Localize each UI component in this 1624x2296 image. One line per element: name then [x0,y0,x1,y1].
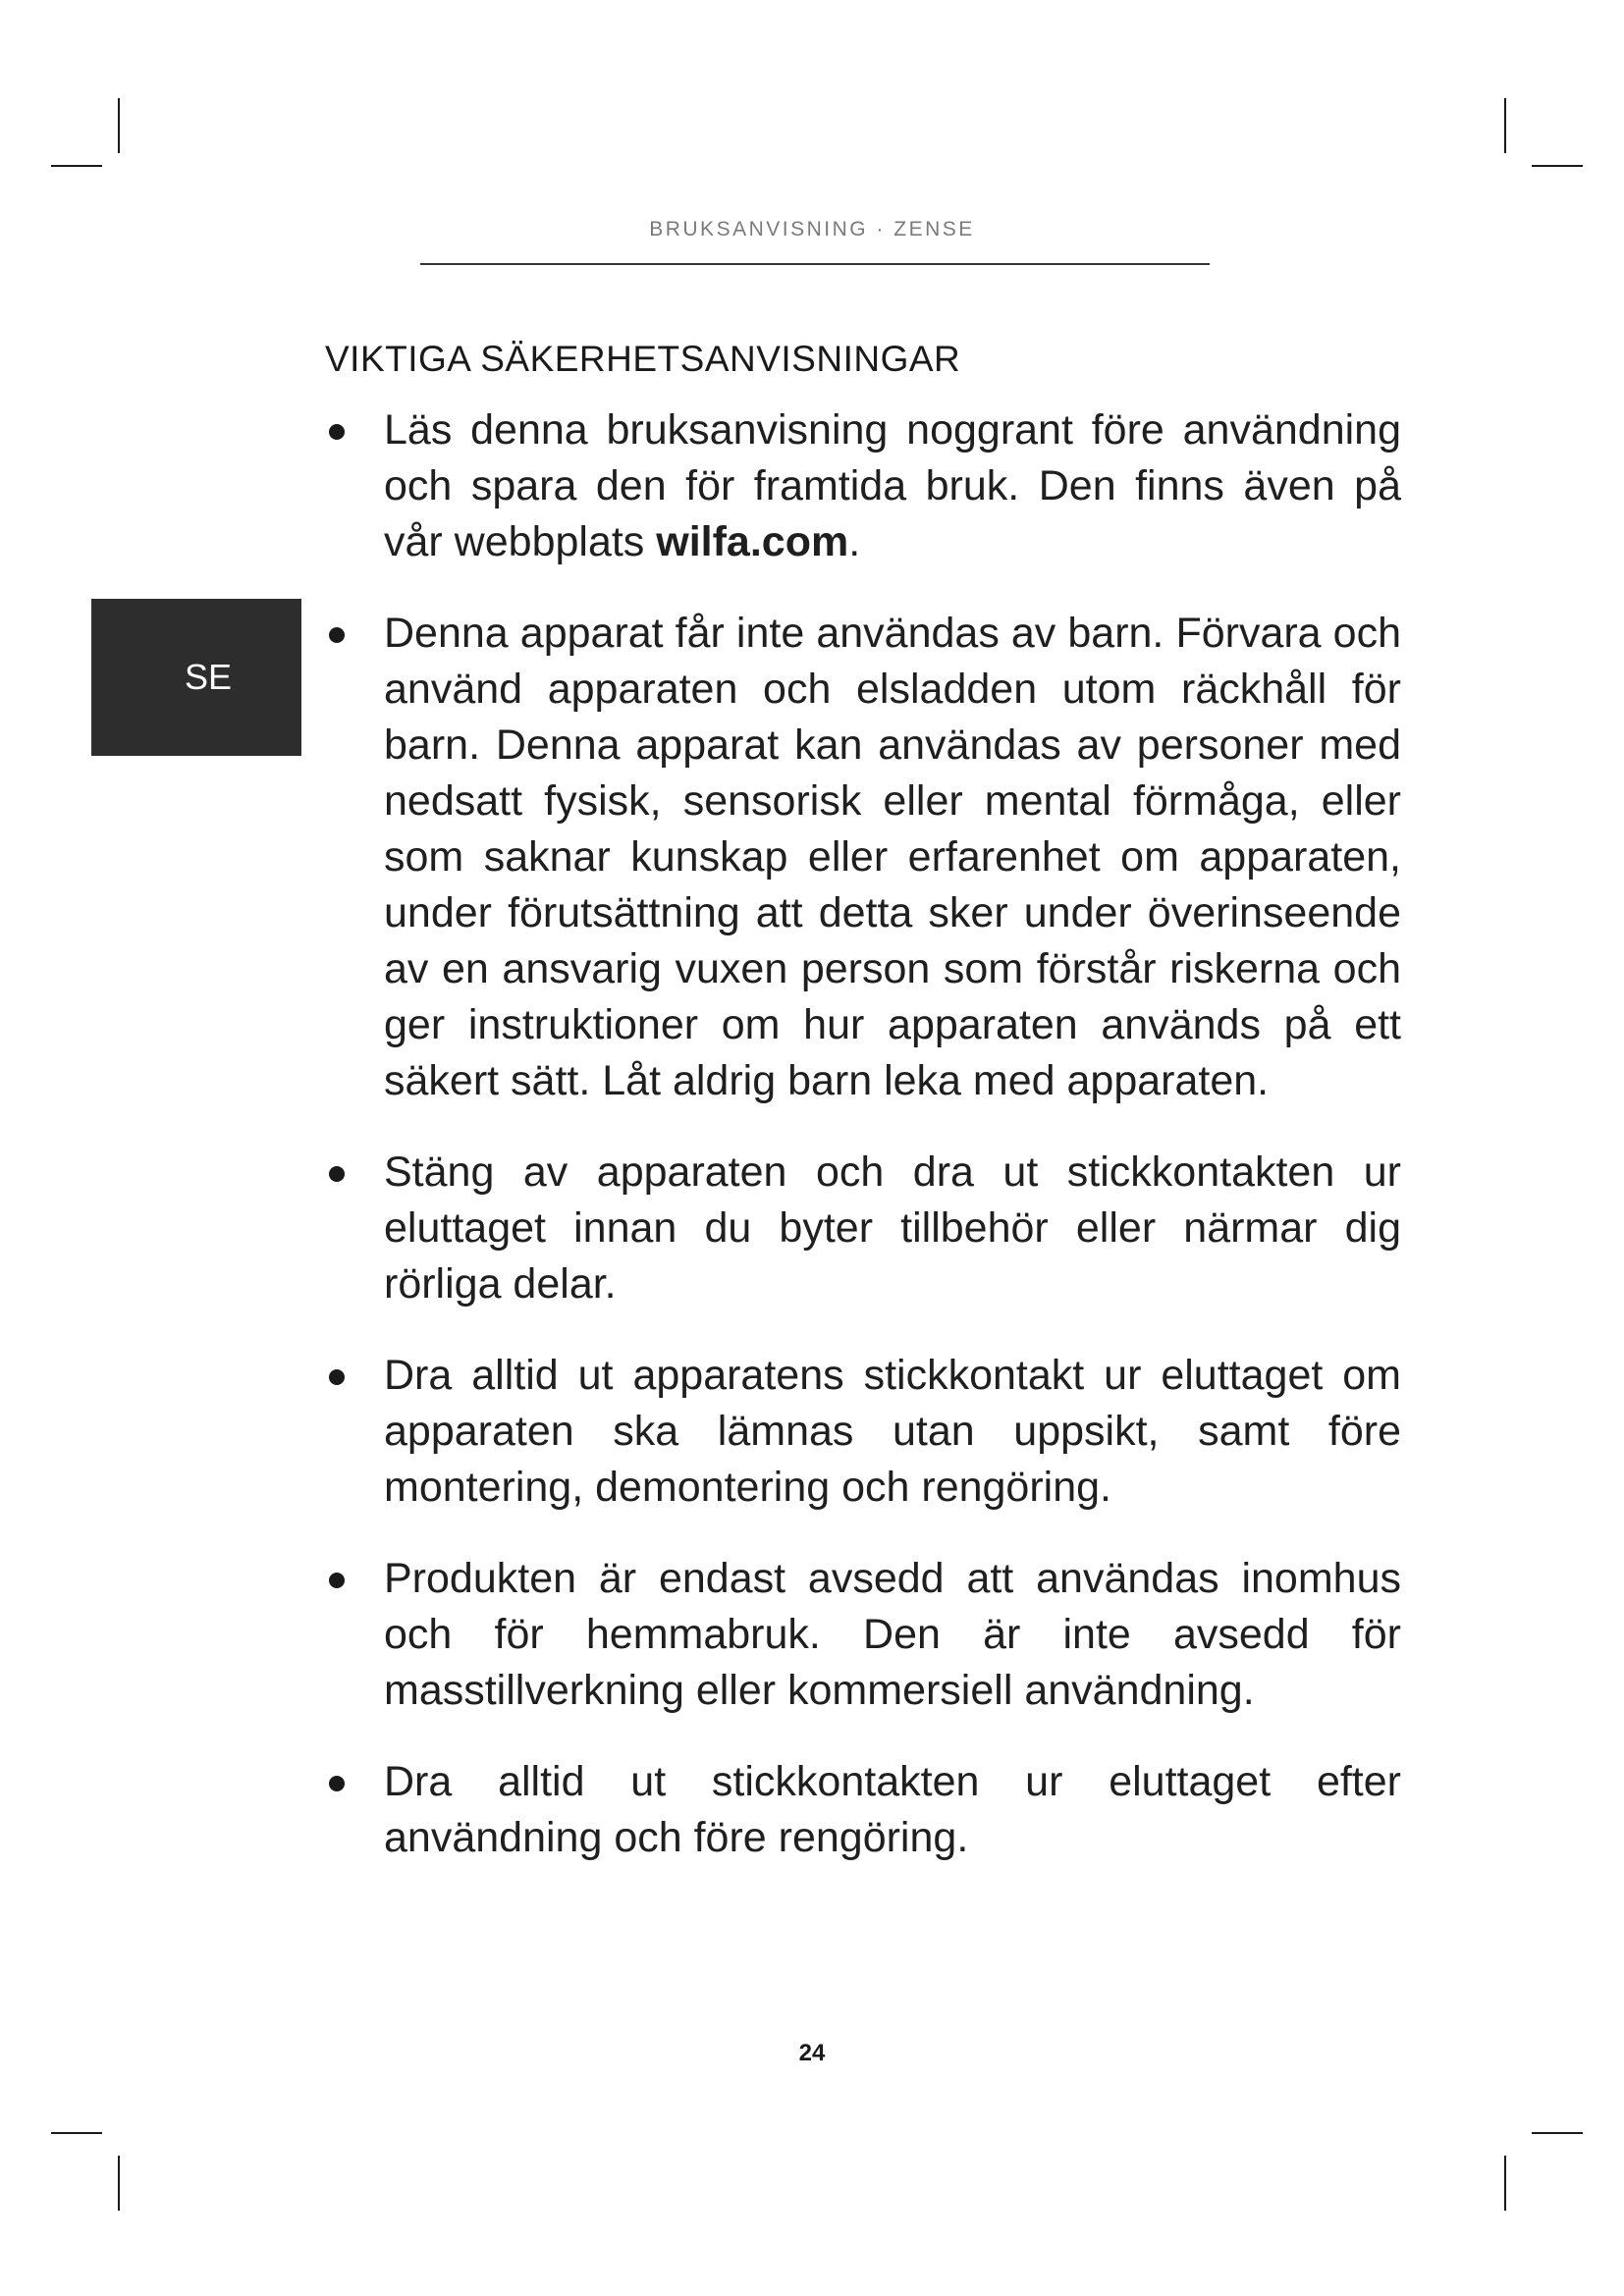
crop-mark [51,165,102,167]
bullet-icon [329,1776,345,1791]
section-title: VIKTIGA SÄKERHETSANVISNINGAR [325,339,961,379]
crop-mark [1532,165,1583,167]
list-item-text-end: . [848,518,861,565]
language-tab [91,599,301,756]
crop-mark [51,2132,102,2134]
crop-mark [118,98,120,153]
list-item-text: Stäng av apparaten och dra ut stickkontakten ur eluttaget innan du byter tillbehör eller närmar dig rörliga delar. [384,1148,1401,1308]
crop-mark [118,2156,120,2211]
bullet-icon [329,1166,345,1182]
list-item-text: Dra alltid ut stickkontakten ur eluttaget efter användning och före rengöring. [384,1758,1401,1861]
language-tab-label: SE [184,657,233,697]
safety-instructions-list [325,402,1401,1901]
list-item [325,1551,1401,1719]
list-item [325,1145,1401,1312]
bullet-icon [329,627,345,643]
header-divider [420,263,1210,265]
bullet-icon [329,1369,345,1385]
list-item-text: Läs denna bruksanvisning noggrant före användning och spara den för framtida bruk. Den finns även på vår webbplats [384,406,1401,565]
crop-mark [1532,2132,1583,2134]
list-item-text: Produkten är endast avsedd att användas inomhus och för hemmabruk. Den är inte avsedd för masstillverkning eller kommersiell användning. [384,1555,1401,1714]
website-link[interactable]: wilfa.com [656,518,849,565]
page-number: 24 [798,2040,826,2066]
bullet-icon [329,1573,345,1588]
bullet-icon [329,424,345,440]
list-item-text: Denna apparat får inte användas av barn. Förvara och använd apparaten och elsladden utom räckhåll för barn. Denna apparat kan användas av personer med nedsatt fysisk, sensorisk eller mental förmåga, eller som saknar kunskap eller erfarenhet om apparaten, under förutsättning att detta sker under överinseende av en ansvarig vuxen person som förstår riskerna och ger instruktioner om hur apparaten används på ett säkert sätt. Låt aldrig barn leka med apparaten. [384,610,1401,1104]
list-item [325,402,1401,570]
crop-mark [1504,2156,1506,2211]
list-item [325,606,1401,1109]
page-header: BRUKSANVISNING · ZENSE [649,218,975,240]
list-item-text: Dra alltid ut apparatens stickkontakt ur eluttaget om apparaten ska lämnas utan uppsikt, samt före montering, demontering och rengöring. [384,1352,1401,1511]
list-item [325,1348,1401,1516]
list-item [325,1754,1401,1866]
crop-mark [1504,98,1506,153]
